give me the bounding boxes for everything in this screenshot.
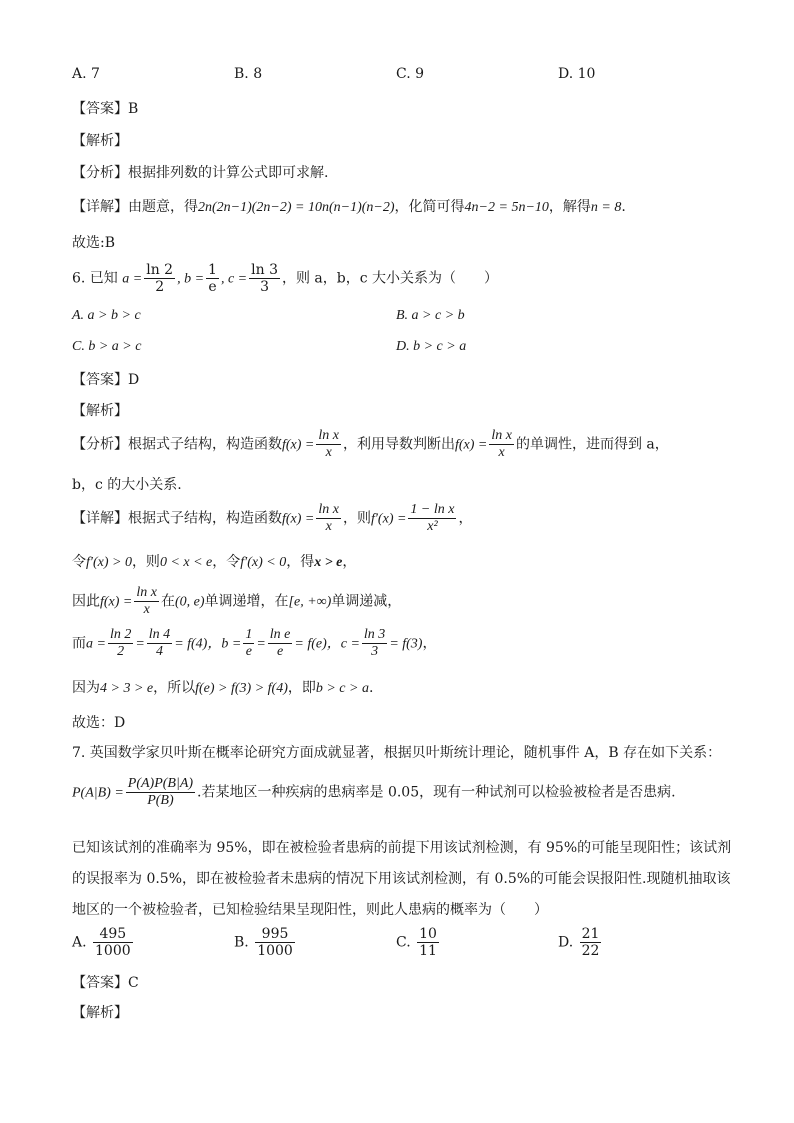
fraction: $\frac{1}{e}$ — [208, 262, 217, 295]
detail-line — [72, 196, 626, 216]
detail-line: 而a = $\frac{\ln 2}{2}$ = $\frac{\ln 4}{4}$ = f(4)，b = $\frac{1}{e}$ = $\frac{\text{ln e}}{e}$ = f(e)，c = $\frac{\ln 3}{3}$ = f(3)， — [72, 627, 437, 659]
answer-label: 【答案】B — [72, 101, 139, 117]
fraction: $\frac{\ln 3}{3}$ — [251, 262, 278, 295]
option-c: C. b > a > c — [72, 339, 142, 354]
equation: n = 8 — [590, 200, 622, 215]
question-7-stem: 7. 英国数学家贝叶斯在概率论研究方面成就显著，根据贝叶斯统计理论，随机事件 A，B 存在如下关系： — [72, 745, 722, 761]
option-d: D. b > c > a — [396, 339, 467, 354]
answer-label: 【答案】D — [72, 372, 140, 388]
conclusion: 故选：D — [72, 715, 126, 731]
detail-line: 令f′(x) > 0，则0 < x < e，令f′(x) < 0，得x > e， — [72, 554, 357, 570]
equation: 2n(2n−1)(2n−2) = 10n(n−1)(n−2) — [198, 200, 395, 215]
bayes-formula-line: P(A|B) = $\frac{P(A)P(B|A)}{P(B)}$ .若某地区一种疾病的患病率是 0.05，现有一种试剂可以检验被检者是否患病. — [72, 776, 676, 808]
detail-line: 【详解】根据式子结构，构造函数f(x) = $\frac{\text{ln x}}{x}$ ，则f′(x) = $\frac{\text{1 − ln x}}{\text{x²}}$ ， — [72, 502, 473, 534]
detail-line: 因为4 > 3 > e，所以f(e) > f(3) > f(4)，即b > c > a. — [72, 680, 374, 696]
question-tail: ，则 a，b，c 大小关系为（ ） — [281, 270, 499, 287]
detail-prefix: 【详解】由题意，得 — [72, 199, 198, 215]
question-text: 的误报率为 0.5%，即在被检验者未患病的情况下用该试剂检测，有 0.5%的可能会误报阳性.现随机抽取该 — [72, 871, 731, 887]
conclusion: 故选:B — [72, 235, 116, 251]
option-a: A. 7 — [72, 66, 100, 82]
option-b: B. 8 — [234, 66, 263, 82]
analysis-text: 【分析】根据式子结构，构造函数f(x) = $\frac{\text{ln x}}{x}$ ，利用导数判断出f(x) = $\frac{\text{ln x}}{x}$ 的单调性，进而得到 a， — [72, 428, 669, 460]
question-text: 地区的一个被检验者，已知检验结果呈现阳性，则此人患病的概率为（ ） — [72, 902, 548, 918]
option-b: B. $\frac{995}{1000}$ — [234, 926, 293, 959]
analysis-label: 【解析】 — [72, 133, 128, 149]
detail-end: . — [621, 199, 626, 215]
fraction: $\frac{P(A)P(B|A)}{P(B)}$ — [127, 776, 194, 808]
detail-mid: ，化简可得 — [394, 199, 465, 215]
detail-line: 因此f(x) = $\frac{\text{ln x}}{x}$ 在(0, e)单调递增，在[e, +∞)单调递减， — [72, 585, 402, 617]
question-text: 已知该试剂的准确率为 95%，即在被检验者患病的前提下用该试剂检测，有 95%的可能呈现阳性；该试剂 — [72, 840, 732, 856]
option-d: D. 10 — [558, 66, 596, 82]
detail-mid2: ，解得 — [548, 199, 591, 215]
analysis-label: 【解析】 — [72, 403, 128, 419]
analysis-label: 【解析】 — [72, 1005, 128, 1021]
fraction: $\frac{\ln 2}{2}$ — [146, 262, 174, 295]
analysis-text: b，c 的大小关系. — [72, 477, 182, 493]
option-c: C. 9 — [396, 66, 425, 82]
option-d: D. $\frac{21}{22}$ — [558, 926, 600, 959]
question-6-stem: 6. 已知 a = $\frac{\ln 2}{2}$ , b = $\frac{1}{e}$ , c = $\frac{\ln 3}{3}$ ，则 a，b，c 大小关系为（ ） — [72, 262, 499, 295]
question-number: 6. 已知 — [72, 270, 118, 287]
option-b: B. a > c > b — [396, 308, 465, 323]
option-a: A. a > b > c — [72, 308, 141, 323]
equation: 4n−2 = 5n−10 — [464, 200, 549, 215]
answer-label: 【答案】C — [72, 975, 139, 991]
option-c: C. $\frac{10}{11}$ — [396, 926, 437, 959]
option-a: A. $\frac{495}{1000}$ — [72, 926, 131, 959]
analysis-text: 【分析】根据排列数的计算公式即可求解. — [72, 165, 329, 181]
